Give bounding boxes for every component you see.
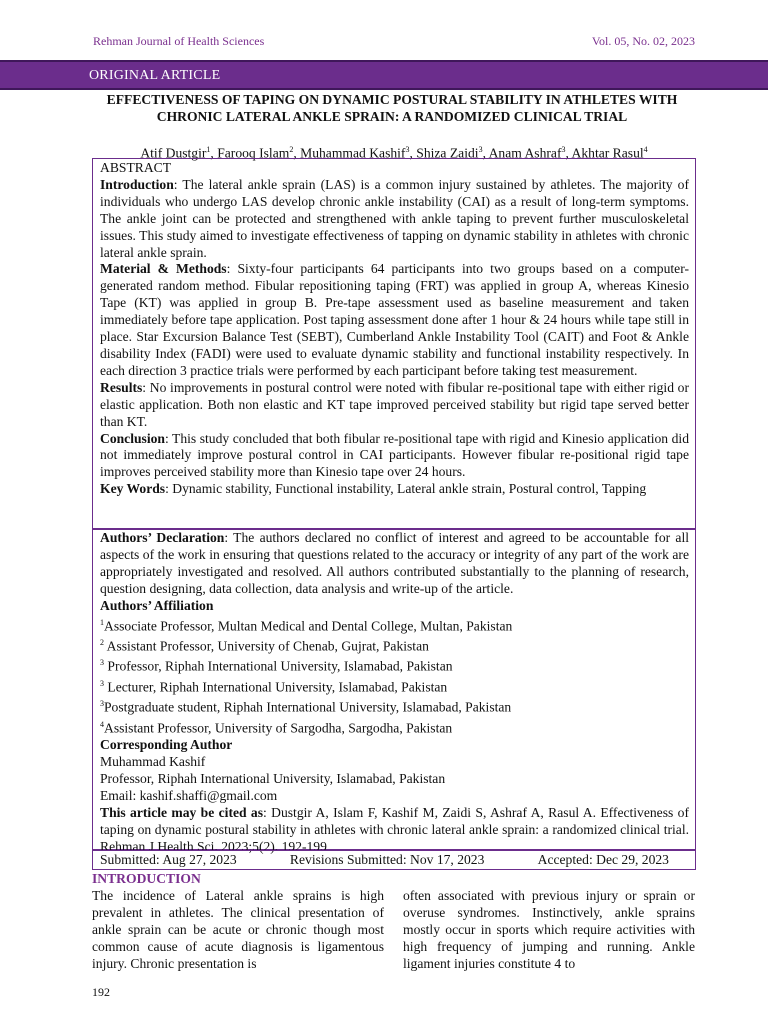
author-name: Farooq Islam	[217, 145, 290, 161]
abstract-introduction	[100, 177, 689, 262]
corresponding-heading: Corresponding Author	[100, 737, 233, 753]
abstract-conclusion	[100, 431, 689, 482]
introduction-label: Introduction	[100, 176, 174, 192]
affiliation-item: $^4$Assistant Professor, University of Sargodha, Sargodha, Pakistan	[100, 719, 453, 736]
introduction-heading: INTRODUCTION	[92, 871, 201, 886]
keywords-text: : Dynamic stability, Functional instability, Lateral ankle strain, Postural control, Tapping	[165, 481, 647, 497]
author-name: Anam Ashraf	[488, 145, 562, 161]
corresponding-name: Muhammad Kashif	[100, 754, 206, 770]
author-affiliation-mark: 3	[478, 145, 483, 154]
results-text: : No improvements in postural control were noted with fibular re-positional tape with either rigid or elastic application. Both non elastic and KT tape improved perceived stability but rigid tape served better than KT.	[100, 379, 689, 429]
declaration-label: Authors’ Declaration	[100, 530, 225, 545]
author-affiliation-mark: 2	[289, 145, 294, 154]
journal-volume: Vol. 05, No. 02, 2023	[591, 34, 695, 48]
affiliation-item: $^3$ Professor, Riphah International University, Islamabad, Pakistan	[100, 658, 453, 674]
abstract-keywords	[100, 481, 689, 498]
author-name: Akhtar Rasul	[571, 145, 644, 161]
citation	[100, 805, 689, 856]
abstract-heading: ABSTRACT	[100, 160, 172, 175]
corresponding-email[interactable]: Email: kashif.shaffi@gmail.com	[100, 787, 278, 803]
results-label: Results	[100, 379, 143, 395]
conclusion-text: : This study concluded that both fibular re-positional tape with rigid and Kinesio application did not immediately improve postural control in CAI participants. However fibular re-positional rigid tape improves perceived stability more than Kinesio tape over 24 hours.	[100, 430, 689, 480]
introduction-text: : The lateral ankle sprain (LAS) is a common injury sustained by athletes. The majority of individuals who undergo LAS develop chronic ankle instability (CAI) as a result of long-term symptoms. The ankle joint can be protected and strengthened with ankle taping to prevent further musculoskeletal issues. This study aimed to investigate effectiveness of tapping on dynamic stability in athletes with chronic lateral ankle sprain.	[100, 176, 689, 260]
abstract-results	[100, 380, 689, 431]
submitted-date: Submitted: Aug 27, 2023	[100, 852, 237, 867]
affiliation-heading: Authors’ Affiliation	[100, 597, 214, 613]
conclusion-label: Conclusion	[100, 430, 165, 446]
journal-name: Rehman Journal of Health Sciences	[93, 34, 265, 48]
article-title: EFFECTIVENESS OF TAPING ON DYNAMIC POSTURAL STABILITY IN ATHLETES WITH CHRONIC LATERAL ANKLE SPRAIN: A RANDOMIZED CLINICAL TRIAL	[106, 92, 678, 124]
accepted-date: Accepted: Dec 29, 2023	[537, 852, 669, 867]
corresponding-position: Professor, Riphah International University, Islamabad, Pakistan	[100, 770, 446, 786]
introduction-column-left: The incidence of Lateral ankle sprains is high prevalent in athletes. The clinical presentation of ankle sprain can be acute or chronic though most common cause of acute diagnosis is ligamentous injury. Chronic presentation is	[92, 888, 384, 971]
article-info-box	[92, 529, 696, 854]
introduction-column-right: often associated with previous injury or sprain or overuse syndromes. Instinctively, ankle sprains mostly occur in sports which require activities with high frequency of jumping and running. Ankle ligament injuries constitute 4 to	[403, 888, 695, 971]
citation-label: This article may be cited as	[100, 804, 264, 820]
declaration-text: : The authors declared no conflict of interest and agreed to be accountable for all aspects of the work in ensuring that questions related to the accuracy or integrity of any part of the work are appropriately investigated and resolved. All authors contributed substantially to the planning of research, question designing, data collection, data analysis and write-up of the article.	[100, 530, 690, 596]
author-name: Atif Dustgir	[140, 145, 207, 161]
author-list: Atif Dustgir$^1$, Farooq Islam$^2$, Muhammad Kashif$^3$, Shiza Zaidi$^3$, Anam Ashraf$^3$, Akhtar Rasul$^4$	[140, 145, 648, 161]
affiliation-list	[100, 615, 689, 738]
authors-declaration	[100, 530, 689, 598]
author-affiliation-mark: 1	[206, 145, 211, 154]
abstract-box	[92, 158, 696, 529]
affiliation-item: $^3$Postgraduate student, Riphah International University, Islamabad, Pakistan	[100, 699, 512, 715]
author-name: Muhammad Kashif	[300, 145, 406, 161]
keywords-label: Key Words	[100, 481, 166, 497]
journal-header	[93, 34, 695, 49]
affiliation-item: $^3$ Lecturer, Riphah International University, Islamabad, Pakistan	[100, 678, 448, 695]
citation-text: : Dustgir A, Islam F, Kashif M, Zaidi S, Ashraf A, Rasul A. Effectiveness of taping on dynamic postural stability in athletes with chronic lateral ankle sprain: a randomized clinical trial. Rehman J Health Sci. 2023;5(2). 192-199	[100, 804, 689, 854]
author-affiliation-mark: 3	[405, 145, 410, 154]
author-name: Shiza Zaidi	[416, 145, 479, 161]
section-label: ORIGINAL ARTICLE	[89, 68, 221, 83]
methods-text: : Sixty-four participants 64 participants into two groups based on a computer-generated random method. Fibular repositioning taping (FRT) was applied in group A, whereas Kinesio Tape (KT) was applied in group B. Pre-tape assessment used as baseline measurement and taken immediately before tape application. Post taping assessment done after 1 hour & 24 hours while tape still in place. Star Excursion Balance Test (SEBT), Cumberland Ankle Instability Tool (CAIT) and Foot & Ankle disability Index (FADI) were used to evaluate dynamic stability and functional instability respectively. In each direction 3 practice trials were performed by each participant before taking test measurement.	[100, 261, 689, 378]
affiliation-item: $^2$ Assistant Professor, University of Chenab, Gujrat, Pakistan	[100, 637, 429, 654]
page-number: 192	[92, 985, 110, 999]
affiliation-item: $^1$Associate Professor, Multan Medical and Dental College, Multan, Pakistan	[100, 617, 513, 634]
methods-label: Material & Methods	[100, 261, 227, 277]
author-affiliation-mark: 3	[561, 145, 566, 154]
section-band	[0, 60, 768, 90]
dates-box	[92, 850, 696, 870]
revisions-date: Revisions Submitted: Nov 17, 2023	[289, 852, 485, 867]
author-affiliation-mark: 4	[643, 145, 648, 154]
abstract-methods	[100, 261, 689, 379]
